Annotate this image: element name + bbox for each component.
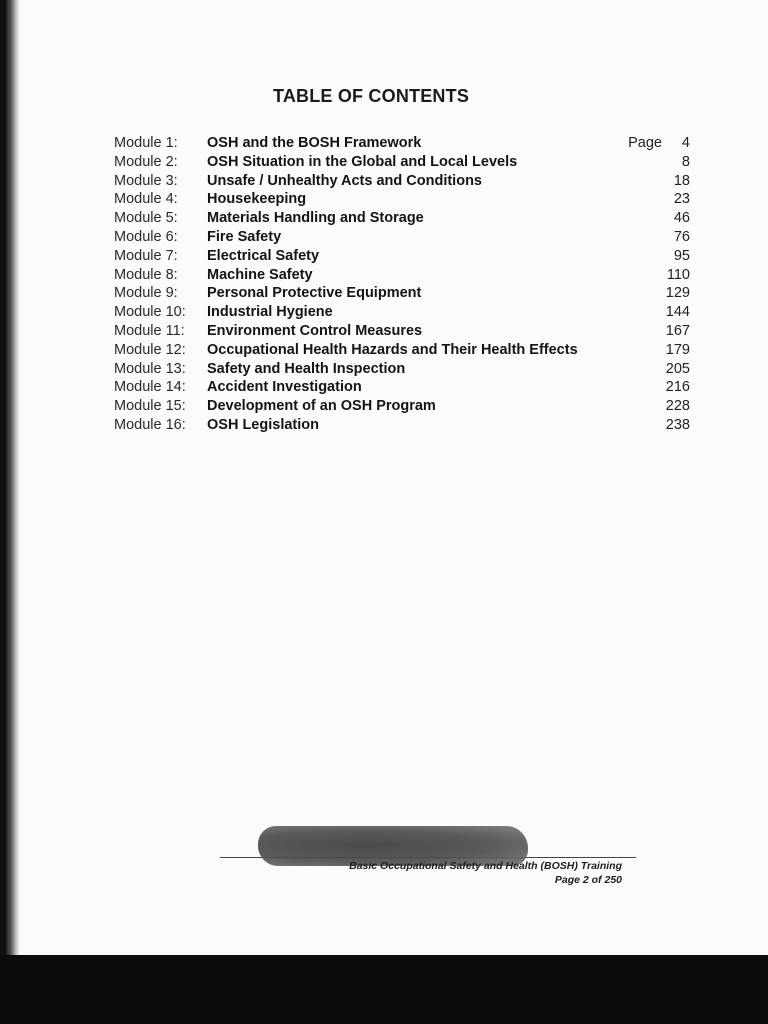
footer-course: Basic Occupational Safety and Health (BOSH) Training bbox=[349, 860, 622, 872]
toc-row bbox=[114, 172, 694, 191]
page-column-label: Page bbox=[628, 135, 662, 151]
module-page-number: 167 bbox=[665, 322, 690, 339]
scan-edge-shadow bbox=[6, 0, 20, 955]
module-number: Module 8: bbox=[114, 266, 178, 283]
module-title: Electrical Safety bbox=[207, 247, 320, 264]
module-number: Module 5: bbox=[114, 210, 178, 227]
toc-row bbox=[114, 341, 694, 360]
module-page-number: 216 bbox=[665, 379, 690, 396]
module-page-number: 144 bbox=[665, 304, 690, 321]
module-title: OSH and the BOSH Framework bbox=[207, 135, 422, 151]
module-number: Module 4: bbox=[114, 191, 178, 208]
module-page-number: 95 bbox=[673, 247, 690, 264]
module-page-number: 18 bbox=[673, 172, 690, 189]
module-title: Environment Control Measures bbox=[207, 322, 423, 339]
footer bbox=[349, 859, 622, 887]
module-title: Materials Handling and Storage bbox=[207, 210, 424, 227]
toc-row bbox=[114, 266, 694, 285]
module-title: Personal Protective Equipment bbox=[207, 285, 422, 302]
toc-row bbox=[114, 153, 694, 172]
toc-row bbox=[114, 378, 694, 397]
module-page-number: 228 bbox=[665, 398, 690, 415]
module-page-number: 179 bbox=[665, 341, 690, 358]
toc-row bbox=[114, 284, 694, 303]
toc-row bbox=[114, 247, 694, 266]
module-title: Machine Safety bbox=[207, 266, 313, 283]
document-page bbox=[6, 0, 768, 955]
table-of-contents bbox=[114, 134, 694, 435]
module-title: OSH Legislation bbox=[207, 416, 319, 433]
module-title: OSH Situation in the Global and Local Levels bbox=[207, 153, 518, 170]
module-page-number: 4 bbox=[681, 135, 690, 151]
module-title: Housekeeping bbox=[207, 191, 307, 208]
toc-row bbox=[114, 397, 694, 416]
module-title: Development of an OSH Program bbox=[207, 398, 436, 415]
module-title: Fire Safety bbox=[207, 228, 282, 245]
module-number: Module 1: bbox=[114, 135, 178, 151]
module-title: Accident Investigation bbox=[207, 379, 362, 396]
module-page-number: 110 bbox=[666, 266, 690, 283]
module-page-number: 205 bbox=[665, 360, 690, 377]
module-page-number: 129 bbox=[665, 285, 690, 302]
module-number: Module 9: bbox=[114, 285, 178, 302]
scan-bottom-edge bbox=[0, 955, 768, 1024]
toc-row bbox=[114, 134, 694, 153]
module-number: Module 6: bbox=[114, 228, 178, 245]
module-page-number: 76 bbox=[673, 228, 690, 245]
module-number: Module 16: bbox=[114, 416, 186, 433]
page-title: TABLE OF CONTENTS bbox=[272, 86, 470, 106]
module-page-number: 238 bbox=[665, 416, 690, 433]
module-number: Module 11: bbox=[114, 322, 185, 339]
toc-row bbox=[114, 360, 694, 379]
module-number: Module 14: bbox=[114, 379, 186, 396]
module-page-number: 23 bbox=[673, 191, 690, 208]
module-page-number: 8 bbox=[681, 153, 690, 170]
footer-page-info: Page 2 of 250 bbox=[554, 874, 622, 886]
module-number: Module 12: bbox=[114, 341, 186, 358]
module-title: Industrial Hygiene bbox=[207, 304, 333, 321]
module-number: Module 15: bbox=[114, 398, 186, 415]
toc-row bbox=[114, 190, 694, 209]
module-number: Module 2: bbox=[114, 153, 178, 170]
module-number: Module 13: bbox=[114, 360, 186, 377]
toc-row bbox=[114, 209, 694, 228]
toc-row bbox=[114, 322, 694, 341]
module-page-number: 46 bbox=[673, 210, 690, 227]
module-number: Module 3: bbox=[114, 172, 178, 189]
module-number: Module 10: bbox=[114, 304, 186, 321]
module-title: Safety and Health Inspection bbox=[207, 360, 406, 377]
module-title: Occupational Health Hazards and Their Health Effects bbox=[207, 341, 578, 358]
toc-row bbox=[114, 228, 694, 247]
module-title: Unsafe / Unhealthy Acts and Conditions bbox=[207, 172, 482, 189]
toc-row bbox=[114, 303, 694, 322]
module-number: Module 7: bbox=[114, 247, 178, 264]
toc-row bbox=[114, 416, 694, 435]
